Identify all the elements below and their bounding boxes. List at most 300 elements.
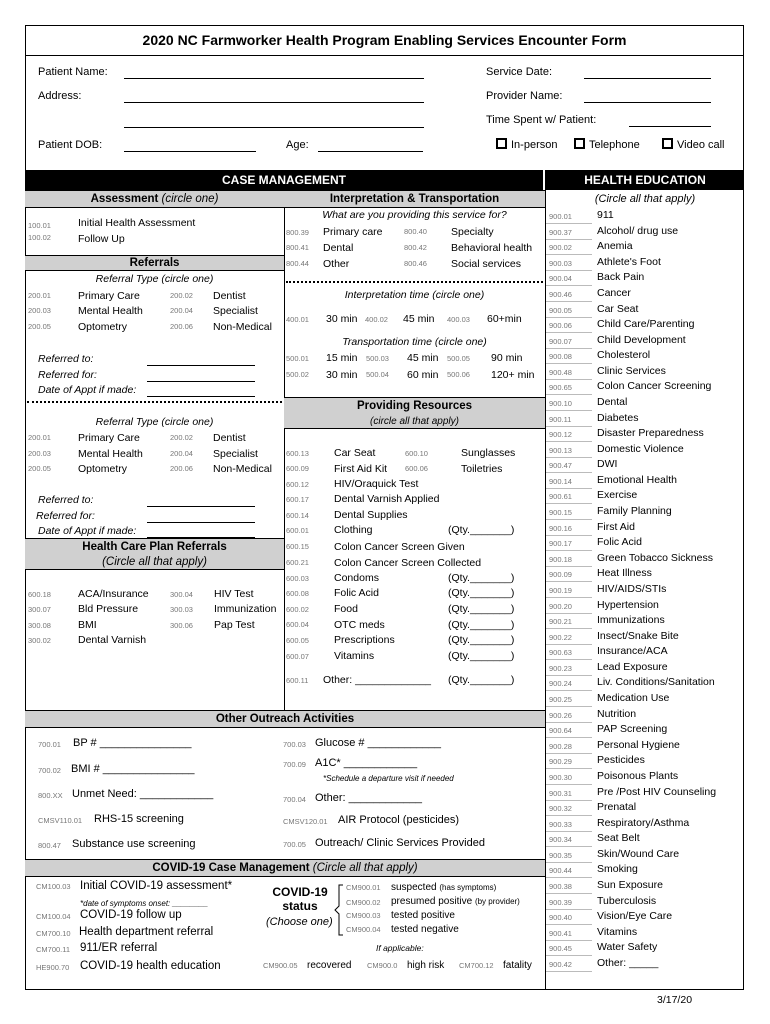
row-divider xyxy=(546,971,592,972)
referrals-header: Referrals xyxy=(25,255,284,271)
code: 200.05 xyxy=(28,464,51,473)
code: 900.10 xyxy=(549,399,572,408)
dob-field[interactable] xyxy=(124,151,256,152)
checkbox-icon[interactable] xyxy=(574,138,585,149)
dob-label: Patient DOB: xyxy=(38,139,103,151)
transport-option[interactable]: 90 min xyxy=(491,352,523,364)
covid-option[interactable]: 911/ER referral xyxy=(80,942,158,954)
health-education-item[interactable]: Alcohol/ drug use xyxy=(597,224,679,237)
qty-field[interactable]: (Qty._______) xyxy=(448,650,515,662)
age-field[interactable] xyxy=(318,151,423,152)
code: 300.06 xyxy=(170,621,193,630)
code: 200.05 xyxy=(28,322,51,331)
time-spent-field[interactable] xyxy=(629,126,711,127)
referral-option[interactable]: Specialist xyxy=(213,448,258,460)
row-divider xyxy=(546,613,592,614)
health-education-item[interactable]: Liv. Conditions/Sanitation xyxy=(597,676,715,689)
code: 600.02 xyxy=(286,605,309,614)
health-education-item[interactable]: Prenatal xyxy=(597,801,637,813)
code: 800.XX xyxy=(38,791,63,800)
health-education-item[interactable]: Diabetes xyxy=(597,411,639,424)
transport-option[interactable]: 15 min xyxy=(326,352,358,364)
code: 200.03 xyxy=(28,306,51,315)
code: 900.20 xyxy=(549,601,572,611)
row-divider xyxy=(546,488,592,489)
assessment-item[interactable]: Initial Health Assessment xyxy=(78,217,196,229)
date-appt-label: Date of Appt if made: xyxy=(38,384,137,396)
code: 900.45 xyxy=(549,944,572,954)
air-protocol-option[interactable]: AIR Protocol (pesticides) xyxy=(338,814,460,826)
health-education-item[interactable]: Exercise xyxy=(597,489,638,502)
resource-item[interactable]: Vitamins xyxy=(334,650,375,662)
provider-name-label: Provider Name: xyxy=(486,90,563,102)
health-education-item[interactable]: Car Seat xyxy=(597,302,639,315)
row-divider xyxy=(546,706,592,707)
code: 300.02 xyxy=(28,636,51,645)
hcp-option[interactable]: Immunization xyxy=(214,603,277,615)
referral-type-note: Referral Type (circle one) xyxy=(95,273,214,285)
health-education-item[interactable]: Medication Use xyxy=(597,692,670,704)
resource-item[interactable]: OTC meds xyxy=(334,619,385,631)
qty-field[interactable]: (Qty._______) xyxy=(448,619,515,631)
code: 600.15 xyxy=(286,542,309,551)
code: 700.01 xyxy=(38,740,61,749)
resource-other[interactable]: Other: _____________ xyxy=(323,674,432,686)
code: CM700.10 xyxy=(36,929,71,938)
referral-option[interactable]: Optometry xyxy=(78,321,128,333)
service-option[interactable]: Other xyxy=(323,258,350,270)
referred-for-field[interactable] xyxy=(147,381,255,382)
code: 600.18 xyxy=(28,590,51,599)
code: 600.07 xyxy=(286,652,309,661)
code: 900.40 xyxy=(549,913,572,923)
code: CM100.03 xyxy=(36,882,71,891)
interp-time-option[interactable]: 30 min xyxy=(326,313,358,325)
code: 200.02 xyxy=(170,433,193,442)
code: 900.26 xyxy=(549,710,572,720)
code: 300.04 xyxy=(170,590,193,599)
health-education-item[interactable]: Pesticides xyxy=(597,754,645,767)
code: 500.02 xyxy=(286,370,309,379)
code: 200.01 xyxy=(28,291,51,300)
code: CMSV120.01 xyxy=(283,817,328,826)
health-education-item[interactable]: Immunizations xyxy=(597,614,665,627)
health-education-item[interactable]: Personal Hygiene xyxy=(597,738,680,751)
code: 900.18 xyxy=(549,554,572,564)
resource-item[interactable]: Folic Acid xyxy=(334,587,379,599)
row-divider xyxy=(546,753,592,754)
resource-item[interactable]: Colon Cancer Screen Collected xyxy=(334,557,482,569)
bmi-field[interactable]: BMI # _______________ xyxy=(71,763,195,775)
resource-item[interactable]: Dental Supplies xyxy=(334,509,408,521)
row-divider xyxy=(546,659,592,660)
health-education-item[interactable]: Disaster Preparedness xyxy=(597,427,704,440)
health-education-item[interactable]: Tuberculosis xyxy=(597,894,657,907)
health-education-item[interactable]: HIV/AIDS/STIs xyxy=(597,582,667,595)
code: 900.04 xyxy=(549,274,572,284)
health-education-item[interactable]: Hypertension xyxy=(597,598,659,611)
qty-field[interactable]: (Qty._______) xyxy=(448,524,515,536)
row-divider xyxy=(546,924,592,925)
row-divider xyxy=(546,815,592,816)
code: 900.35 xyxy=(549,850,572,860)
code: 900.63 xyxy=(549,648,572,658)
row-divider xyxy=(546,270,592,271)
hcp-option[interactable]: HIV Test xyxy=(214,588,254,600)
code: HE900.70 xyxy=(36,963,70,972)
row-divider xyxy=(546,955,592,956)
transport-option[interactable]: 60 min xyxy=(407,369,439,381)
resources-title: Providing Resources xyxy=(356,400,473,412)
code: 900.46 xyxy=(549,289,572,299)
row-divider xyxy=(546,893,592,894)
code: 200.06 xyxy=(170,464,193,473)
hcp-option[interactable]: BMI xyxy=(78,619,97,631)
code: CM700.12 xyxy=(459,961,494,970)
resource-item[interactable]: Condoms xyxy=(334,572,379,584)
transport-option[interactable]: 120+ min xyxy=(491,369,535,381)
glucose-field[interactable]: Glucose # ____________ xyxy=(315,737,441,749)
date-appt-label: Date of Appt if made: xyxy=(38,525,137,537)
form-date: 3/17/20 xyxy=(657,994,693,1006)
health-education-item[interactable]: Dental xyxy=(597,396,628,408)
health-education-item[interactable]: Skin/Wound Care xyxy=(597,847,680,860)
referred-for-label: Referred for: xyxy=(36,510,95,522)
a1c-field[interactable]: A1C* ____________ xyxy=(315,757,418,769)
code: 800.44 xyxy=(286,259,309,268)
health-education-item[interactable]: Back Pain xyxy=(597,271,645,284)
outcome-option[interactable]: recovered xyxy=(307,960,352,971)
health-ed-note: (Circle all that apply) xyxy=(594,193,696,205)
substance-option[interactable]: Substance use screening xyxy=(72,838,196,850)
referral-option[interactable]: Dentist xyxy=(213,290,246,302)
code: 900.44 xyxy=(549,866,572,876)
resource-item[interactable]: Sunglasses xyxy=(461,447,516,459)
qty-field[interactable]: (Qty._______) xyxy=(448,587,515,599)
code: 800.39 xyxy=(286,228,309,237)
code: 800.42 xyxy=(404,243,427,252)
health-education-item[interactable]: Green Tobacco Sickness xyxy=(597,551,713,564)
code: 900.41 xyxy=(549,928,572,938)
health-education-item[interactable]: Folic Acid xyxy=(597,536,642,549)
providing-resources-header xyxy=(284,397,545,429)
resource-item[interactable]: First Aid Kit xyxy=(334,463,388,475)
health-education-item[interactable]: Insect/Snake Bite xyxy=(597,629,679,642)
health-education-item[interactable]: Other: _____ xyxy=(597,956,659,969)
referral-option[interactable]: Specialist xyxy=(213,305,258,317)
interp-time-option[interactable]: 45 min xyxy=(403,313,435,325)
row-divider xyxy=(546,410,592,411)
health-education-item[interactable]: Nutrition xyxy=(597,707,637,720)
health-education-band: HEALTH EDUCATION xyxy=(546,170,744,190)
code: 800.41 xyxy=(286,243,309,252)
qty-field[interactable]: (Qty._______) xyxy=(448,603,515,615)
health-education-item[interactable]: Clinic Services xyxy=(597,364,666,377)
service-date-field[interactable] xyxy=(584,78,711,79)
code: 900.03 xyxy=(549,258,572,268)
code: CM900.03 xyxy=(346,911,381,920)
health-education-item[interactable]: DWI xyxy=(597,458,618,471)
referral-type-note: Referral Type (circle one) xyxy=(95,416,214,428)
code: 600.08 xyxy=(286,589,309,598)
code: 900.06 xyxy=(549,321,572,331)
covid-option[interactable]: Health department referral xyxy=(79,926,214,938)
row-divider xyxy=(546,768,592,769)
hcp-option[interactable]: Dental Varnish xyxy=(78,634,147,646)
patient-name-field[interactable] xyxy=(124,78,424,79)
health-education-item[interactable]: Water Safety xyxy=(597,941,658,954)
assessment-item[interactable]: Follow Up xyxy=(78,233,125,245)
referral-option[interactable]: Non-Medical xyxy=(213,463,272,475)
code: 300.07 xyxy=(28,605,51,614)
other-field[interactable]: Other: ____________ xyxy=(315,792,423,804)
service-option[interactable]: Behavioral health xyxy=(451,242,533,254)
row-divider xyxy=(546,457,592,458)
row-divider xyxy=(546,581,592,582)
resource-item[interactable]: Dental Varnish Applied xyxy=(334,493,440,505)
resources-note: (circle all that apply) xyxy=(370,416,459,427)
code: 900.08 xyxy=(549,352,572,362)
dotted-divider xyxy=(27,401,282,403)
hcp-note: (Circle all that apply) xyxy=(102,556,207,568)
row-divider xyxy=(546,441,592,442)
code: 900.16 xyxy=(549,523,572,533)
patient-name-label: Patient Name: xyxy=(38,66,108,78)
covid-option[interactable]: COVID-19 follow up xyxy=(80,909,182,921)
service-option[interactable]: Dental xyxy=(323,242,354,254)
health-education-item[interactable]: Pre /Post HIV Counseling xyxy=(597,785,717,798)
qty-field[interactable]: (Qty._______) xyxy=(448,572,515,584)
row-divider xyxy=(546,223,592,224)
health-education-item[interactable]: Athlete's Foot xyxy=(597,255,661,268)
qty-field[interactable]: (Qty._______) xyxy=(448,674,515,686)
transport-option[interactable]: 45 min xyxy=(407,352,439,364)
referred-for-field[interactable] xyxy=(147,522,255,523)
age-label: Age: xyxy=(286,139,309,151)
code: 600.05 xyxy=(286,636,309,645)
covid-option[interactable]: COVID-19 health education xyxy=(80,960,221,972)
code: 900.22 xyxy=(549,632,572,642)
health-education-item[interactable]: Family Planning xyxy=(597,505,672,517)
referral-option[interactable]: Primary Care xyxy=(78,432,140,444)
hcp-title: Health Care Plan Referrals xyxy=(82,541,227,553)
health-education-item[interactable]: 911 xyxy=(597,209,614,221)
address-field[interactable] xyxy=(124,102,424,103)
health-education-item[interactable]: Seat Belt xyxy=(597,832,640,845)
code: 700.09 xyxy=(283,760,306,769)
row-divider xyxy=(546,285,592,286)
health-education-item[interactable]: Smoking xyxy=(597,863,638,876)
referral-option[interactable]: Dentist xyxy=(213,432,246,444)
assessment-header: Assessment (circle one) xyxy=(25,190,284,208)
checkbox-icon[interactable] xyxy=(662,138,673,149)
row-divider xyxy=(546,472,592,473)
row-divider xyxy=(546,690,592,691)
code: 900.33 xyxy=(549,819,572,829)
provider-name-field[interactable] xyxy=(584,102,711,103)
health-education-item[interactable]: Anemia xyxy=(597,240,633,253)
telephone-option[interactable]: Telephone xyxy=(574,138,640,152)
code: 900.17 xyxy=(549,539,572,549)
a1c-note: *Schedule a departure visit if needed xyxy=(323,774,454,783)
service-option[interactable]: Primary care xyxy=(323,226,383,238)
service-option[interactable]: Specialty xyxy=(451,226,494,238)
interp-time-title: Interpretation time (circle one) xyxy=(344,289,485,301)
referral-option[interactable]: Optometry xyxy=(78,463,128,475)
if-applicable: If applicable: xyxy=(376,943,424,953)
row-divider xyxy=(546,254,592,255)
referral-option[interactable]: Mental Health xyxy=(78,305,143,317)
outcome-option[interactable]: high risk xyxy=(407,960,445,971)
service-option[interactable]: Social services xyxy=(451,258,522,270)
transport-option[interactable]: 30 min xyxy=(326,369,358,381)
health-education-item[interactable]: Vitamins xyxy=(597,925,638,938)
resource-item[interactable]: Car Seat xyxy=(334,447,376,459)
referred-to-label: Referred to: xyxy=(38,494,94,506)
row-divider xyxy=(546,550,592,551)
in-person-option[interactable]: In-person xyxy=(496,138,557,152)
referral-option[interactable]: Non-Medical xyxy=(213,321,272,333)
bp-field[interactable]: BP # _______________ xyxy=(73,737,192,749)
health-education-item[interactable]: Cancer xyxy=(597,286,631,299)
code: 600.10 xyxy=(405,449,428,458)
referral-option[interactable]: Mental Health xyxy=(78,448,143,460)
code: 900.24 xyxy=(549,679,572,689)
row-divider xyxy=(546,628,592,629)
code: 500.06 xyxy=(447,370,470,379)
outreach-services-option[interactable]: Outreach/ Clinic Services Provided xyxy=(315,837,485,849)
qty-field[interactable]: (Qty._______) xyxy=(448,634,515,646)
code: 600.13 xyxy=(286,449,309,458)
video-call-option[interactable]: Video call xyxy=(662,138,725,152)
code: 900.01 xyxy=(549,212,572,221)
code: 600.17 xyxy=(286,495,309,504)
code: 800.46 xyxy=(404,259,427,268)
code: 900.39 xyxy=(549,897,572,907)
checkbox-icon[interactable] xyxy=(496,138,507,149)
code: 900.48 xyxy=(549,367,572,377)
code: 600.14 xyxy=(286,511,309,520)
referral-option[interactable]: Primary Care xyxy=(78,290,140,302)
covid-option[interactable]: Initial COVID-19 assessment* xyxy=(80,880,233,892)
health-education-item[interactable]: Heat Illness xyxy=(597,567,652,580)
resource-item[interactable]: HIV/Oraquick Test xyxy=(334,478,419,490)
code: 700.02 xyxy=(38,766,61,775)
row-divider xyxy=(546,348,592,349)
resource-item[interactable]: Food xyxy=(334,603,358,615)
code: 900.19 xyxy=(549,585,572,595)
hcp-option[interactable]: Pap Test xyxy=(214,619,255,631)
code: 900.28 xyxy=(549,741,572,751)
resource-item[interactable]: Prescriptions xyxy=(334,634,395,646)
code: 200.06 xyxy=(170,322,193,331)
code: 900.42 xyxy=(549,959,572,969)
outcome-option[interactable]: fatality xyxy=(503,960,532,971)
code: 500.03 xyxy=(366,354,389,363)
outreach-header: Other Outreach Activities xyxy=(25,710,545,728)
code: 900.25 xyxy=(549,695,572,704)
code: 900.15 xyxy=(549,508,572,517)
resource-item[interactable]: Colon Cancer Screen Given xyxy=(334,541,465,553)
code: 900.47 xyxy=(549,461,572,471)
code: 900.30 xyxy=(549,772,572,782)
dotted-divider xyxy=(286,281,543,283)
health-education-item[interactable]: Colon Cancer Screening xyxy=(597,380,712,393)
code: 600.21 xyxy=(286,558,309,567)
row-divider xyxy=(546,503,592,504)
health-education-item[interactable]: Respiratory/Asthma xyxy=(597,816,690,829)
code: CM900.04 xyxy=(346,925,381,934)
date-appt-field[interactable] xyxy=(147,396,255,397)
row-divider xyxy=(546,722,592,723)
code: 600.04 xyxy=(286,620,309,629)
address-field-line2[interactable] xyxy=(124,127,424,128)
health-education-item[interactable]: Child Care/Parenting xyxy=(597,318,695,331)
resource-item[interactable]: Toiletries xyxy=(461,463,503,475)
row-divider xyxy=(546,877,592,878)
covid-status-option[interactable]: presumed positive (by provider) xyxy=(391,896,520,907)
hcp-option[interactable]: Bld Pressure xyxy=(78,603,139,615)
code: 300.08 xyxy=(28,621,51,630)
interpretation-header: Interpretation & Transportation xyxy=(284,190,545,208)
rhs15-option[interactable]: RHS-15 screening xyxy=(94,813,184,825)
code: CMSV110.01 xyxy=(38,816,83,825)
brace-icon xyxy=(334,884,344,936)
health-education-item[interactable]: First Aid xyxy=(597,520,635,533)
covid-header: COVID-19 Case Management (Circle all that apply) xyxy=(25,859,545,877)
health-education-item[interactable]: Insurance/ACA xyxy=(597,645,668,658)
right-column-divider xyxy=(545,170,546,990)
code: CM900.0 xyxy=(367,961,398,970)
code: 400.03 xyxy=(447,315,470,324)
row-divider xyxy=(546,317,592,318)
referred-to-field[interactable] xyxy=(147,506,255,507)
code: CM900.05 xyxy=(263,961,298,970)
health-education-item[interactable]: Emotional Health xyxy=(597,473,677,486)
code: 100.02 xyxy=(28,233,51,242)
covid-status-option[interactable]: suspected (has symptoms) xyxy=(391,882,497,893)
health-education-item[interactable]: Child Development xyxy=(597,333,686,346)
interp-time-option[interactable]: 60+min xyxy=(487,313,522,325)
row-divider xyxy=(546,597,592,598)
health-education-item[interactable]: Lead Exposure xyxy=(597,660,668,673)
covid-status-option[interactable]: tested negative xyxy=(391,924,459,935)
code: 600.11 xyxy=(286,676,309,685)
row-divider xyxy=(546,519,592,520)
code: CM900.01 xyxy=(346,883,381,892)
health-education-item[interactable]: Poisonous Plants xyxy=(597,769,679,782)
code: 900.07 xyxy=(549,336,572,346)
code: 200.04 xyxy=(170,306,193,315)
code: 900.64 xyxy=(549,726,572,736)
code: 600.09 xyxy=(286,464,309,473)
health-education-item[interactable]: Sun Exposure xyxy=(597,878,663,891)
covid-status-option[interactable]: tested positive xyxy=(391,910,455,921)
referred-to-field[interactable] xyxy=(147,365,255,366)
health-education-item[interactable]: Cholesterol xyxy=(597,349,651,362)
code: 900.09 xyxy=(549,570,572,580)
health-education-item[interactable]: Domestic Violence xyxy=(597,442,684,455)
code: 900.32 xyxy=(549,804,572,813)
row-divider xyxy=(546,394,592,395)
onset-note: *date of symptoms onset: ________ xyxy=(80,899,209,908)
resource-item[interactable]: Clothing xyxy=(334,524,373,536)
health-education-item[interactable]: PAP Screening xyxy=(597,723,668,736)
health-education-item[interactable]: Vision/Eye Care xyxy=(597,910,673,923)
unmet-need-field[interactable]: Unmet Need: ____________ xyxy=(72,788,214,800)
hcp-option[interactable]: ACA/Insurance xyxy=(78,588,149,600)
row-divider xyxy=(546,363,592,364)
